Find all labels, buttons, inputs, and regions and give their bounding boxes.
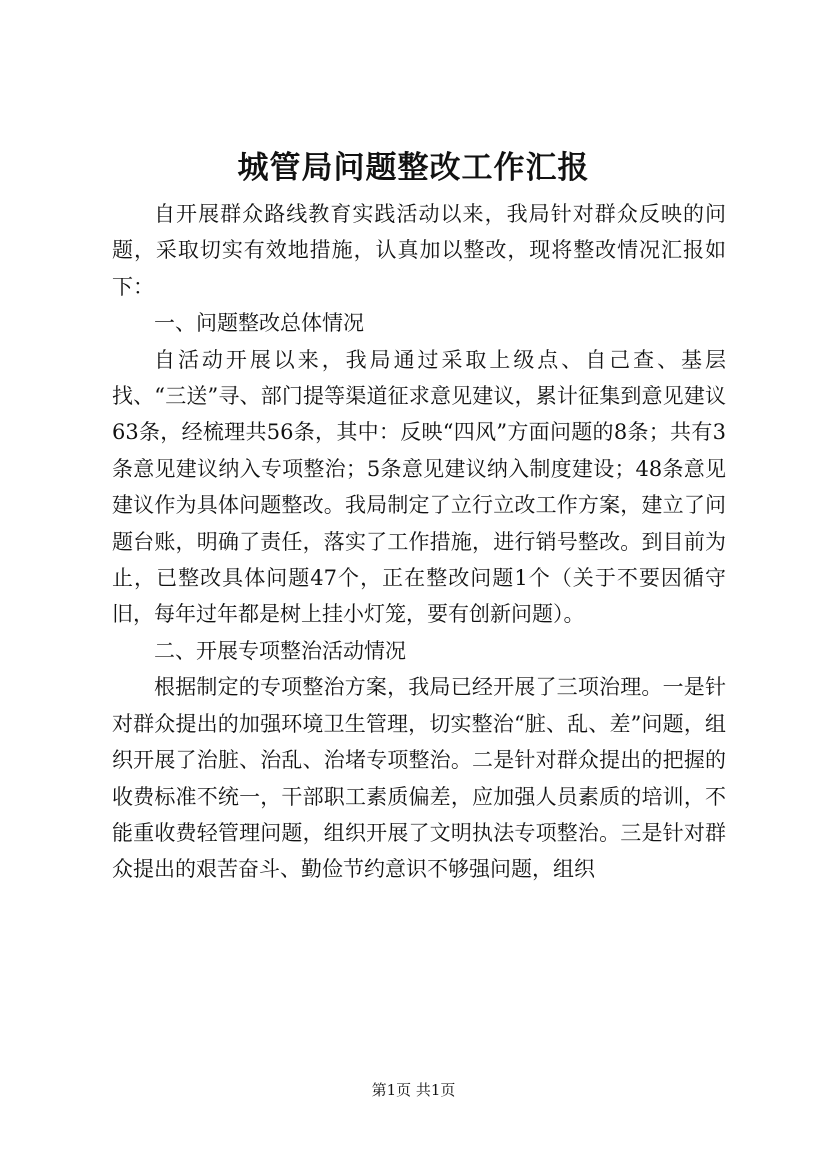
section-heading-2: 二、开展专项整治活动情况 [154, 638, 406, 663]
document-body [112, 196, 726, 888]
section-2-paragraph: 根据制定的专项整治方案，我局已经开展了三项治理。一是针对群众提出的加强环境卫生管理，切实整治“脏、乱、差”问题，组织开展了治脏、治乱、治堵专项整治。二是针对群众提出的把握的收费标准不统一，干部职工素质偏差，应加强人员素质的培训，不能重收费轻管理问题，组织开展了文明执法专项整治。三是针对群众提出的艰苦奋斗、勤俭节约意识不够强问题，组织 [112, 675, 726, 882]
intro-paragraph: 自开展群众路线教育实践活动以来，我局针对群众反映的问题，采取切实有效地措施，认真加以整改，现将整改情况汇报如下： [112, 202, 726, 299]
section-1-paragraph: 自活动开展以来，我局通过采取上级点、自己查、基层找、“三送”寻、部门提等渠道征求意见建议，累计征集到意见建议63条，经梳理共56条，其中：反映“四风”方面问题的8条；共有3条意见建议纳入专项整治；5条意见建议纳入制度建设；48条意见建议作为具体问题整改。我局制定了立行立改工作方案，建立了问题台账，明确了责任，落实了工作措施，进行销号整改。到目前为止，已整改具体问题47个，正在整改问题1个（关于不要因循守旧，每年过年都是树上挂小灯笼，要有创新问题）。 [112, 347, 726, 627]
page-number-footer: 第1页 共1页 [371, 1081, 456, 1099]
section-heading-1: 一、问题整改总体情况 [154, 311, 364, 336]
document-title: 城管局问题整改工作汇报 [237, 150, 590, 186]
